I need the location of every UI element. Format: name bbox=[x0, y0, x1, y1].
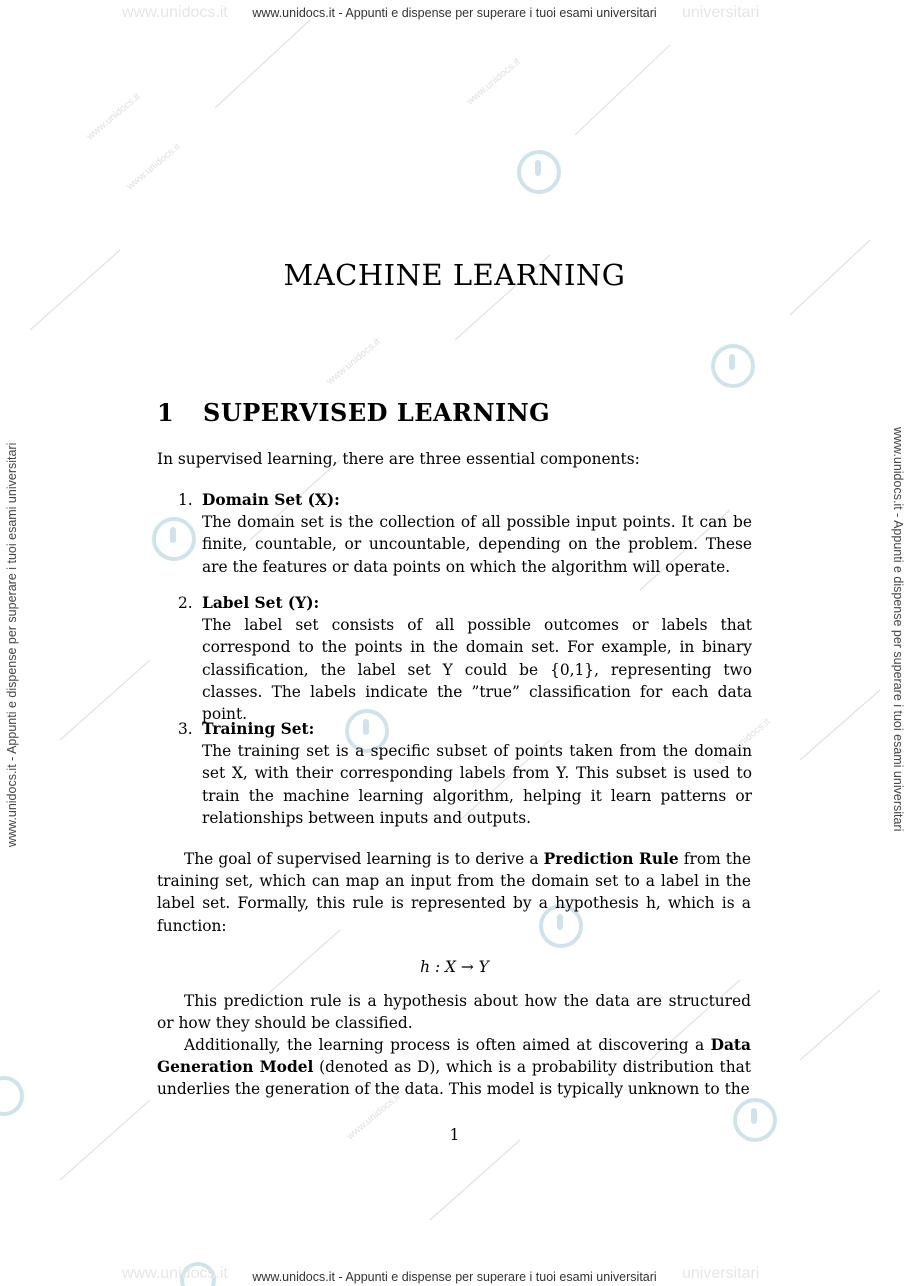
watermark-banner-top: www.unidocs.it - Appunti e dispense per superare i tuoi esami universitari bbox=[252, 6, 657, 20]
watermark-ghost-left: www.unidocs.it bbox=[122, 4, 228, 21]
additional-text-1: Additionally, the learning process is often aimed at discovering a bbox=[184, 1036, 711, 1054]
list-item-domain-set bbox=[178, 489, 752, 578]
additional-paragraph bbox=[157, 1034, 751, 1101]
list-item-training-set bbox=[178, 718, 752, 829]
list-item-number: 3. bbox=[178, 720, 193, 738]
list-item-body: The domain set is the collection of all possible input points. It can be finite, countable, or uncountable, depending on the problem. These are the features or data points on which the algorithm will operate. bbox=[202, 513, 752, 576]
watermark-ghost-bottom-left: www.unidocs.it bbox=[122, 1265, 228, 1282]
goal-text-1: The goal of supervised learning is to derive a bbox=[184, 850, 544, 868]
list-item-label-set bbox=[178, 592, 752, 725]
svg-text:www.unidocs.it: www.unidocs.it bbox=[714, 716, 773, 768]
list-item-heading: Label Set (Y): bbox=[202, 594, 320, 612]
list-item-body: The label set consists of all possible outcomes or labels that correspond to the points in the domain set. For example, in binary classification, the label set Y could be {0,1}, representing two classes. The labels indicate the ”true” classification for each data point. bbox=[202, 616, 752, 724]
hypothesis-formula: h : X → Y bbox=[420, 958, 489, 976]
watermark-ghost-bottom-right: universitari bbox=[682, 1265, 760, 1282]
page-number: 1 bbox=[449, 1126, 460, 1144]
watermark-ghost-right: universitari bbox=[682, 4, 760, 21]
document-title: MACHINE LEARNING bbox=[283, 258, 626, 292]
data-generation-model-term: Data Generation Model bbox=[157, 1036, 751, 1077]
list-item-number: 1. bbox=[178, 491, 193, 509]
watermark-banner-left: www.unidocs.it - Appunti e dispense per superare i tuoi esami universitari bbox=[5, 442, 19, 847]
svg-text:www.unidocs.it: www.unidocs.it bbox=[344, 1091, 403, 1143]
watermark-banner-bottom: www.unidocs.it - Appunti e dispense per superare i tuoi esami universitari bbox=[252, 1270, 657, 1284]
svg-text:www.unidocs.it: www.unidocs.it bbox=[124, 141, 183, 193]
section-title: SUPERVISED LEARNING bbox=[203, 398, 551, 427]
prediction-paragraph: This prediction rule is a hypothesis about how the data are structured or how they should be classified. bbox=[157, 992, 751, 1033]
section-number: 1 bbox=[157, 398, 175, 427]
svg-text:www.unidocs.it: www.unidocs.it bbox=[84, 91, 143, 143]
list-item-heading: Training Set: bbox=[202, 720, 315, 738]
additional-text-2: (denoted as D), which is a probability distribution that underlies the generation of the data. This model is typically unknown to the bbox=[157, 1058, 751, 1099]
svg-text:www.unidocs.it: www.unidocs.it bbox=[464, 56, 523, 108]
svg-text:www.unidocs.it: www.unidocs.it bbox=[324, 336, 383, 388]
prediction-rule-term: Prediction Rule bbox=[543, 850, 679, 868]
watermark-banner-right: www.unidocs.it - Appunti e dispense per superare i tuoi esami universitari bbox=[891, 427, 905, 832]
list-item-body: The training set is a specific subset of points taken from the domain set X, with their corresponding labels from Y. This subset is used to train the machine learning algorithm, helping it learn patterns or relationships between inputs and outputs. bbox=[202, 742, 752, 827]
section-heading bbox=[157, 398, 550, 427]
goal-text-2: from the training set, which can map an input from the domain set to a label in the label set. Formally, this rule is represented by a hypothesis h, which is a function: bbox=[157, 850, 752, 935]
list-item-heading: Domain Set (X): bbox=[202, 491, 340, 509]
list-item-number: 2. bbox=[178, 594, 193, 612]
intro-paragraph: In supervised learning, there are three essential components: bbox=[157, 450, 640, 468]
goal-paragraph bbox=[157, 848, 751, 937]
